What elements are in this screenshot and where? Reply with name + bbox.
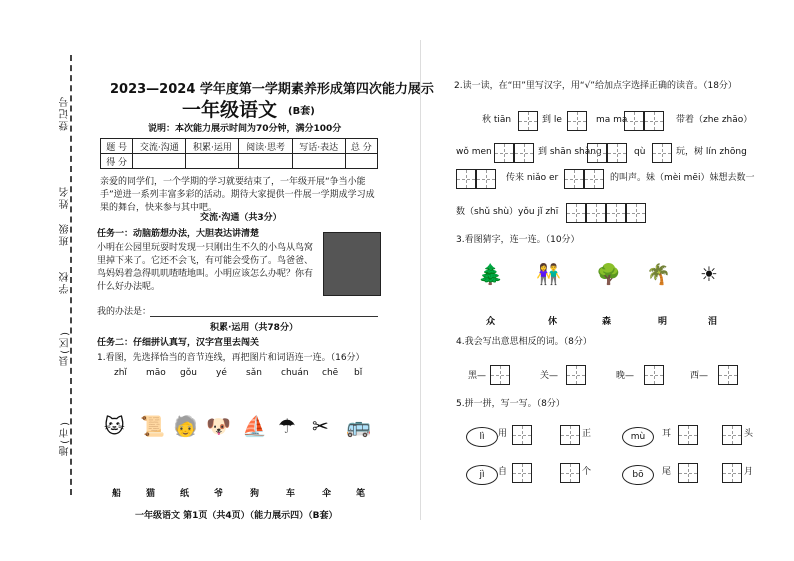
word-item: 船 xyxy=(112,489,122,499)
score-cell[interactable] xyxy=(239,154,292,169)
school-label: 学校 xyxy=(60,270,71,294)
tianzi-group xyxy=(560,462,580,483)
exam-number-label: 登记号 xyxy=(60,95,71,131)
tianzi-group xyxy=(512,462,532,483)
tianzi-box[interactable] xyxy=(567,111,587,131)
page-divider xyxy=(420,40,421,520)
q2-text: 传来 niǎo er xyxy=(506,173,559,183)
pen-icon: ✂ xyxy=(312,414,329,438)
q5-item xyxy=(466,424,498,447)
score-cell: 总 分 xyxy=(345,139,377,154)
tianzi-box[interactable] xyxy=(566,203,586,223)
pinyin-circle: mù xyxy=(622,427,654,447)
tianzi-group xyxy=(564,168,604,189)
tianzi-group xyxy=(518,110,538,131)
tianzi-group xyxy=(566,364,586,385)
tianzi-box[interactable] xyxy=(494,143,514,163)
bird-photo xyxy=(323,232,381,296)
tianzi-box[interactable] xyxy=(512,463,532,483)
tianzi-group xyxy=(494,142,534,163)
score-cell: 积累·运用 xyxy=(186,139,239,154)
score-cell[interactable] xyxy=(292,154,345,169)
q3-prompt: 3.看图猜字，连一连。（10分） xyxy=(456,235,580,245)
pinyin-item: yé xyxy=(216,368,227,378)
tree-icon: 🌴 xyxy=(646,262,671,286)
tianzi-box[interactable] xyxy=(607,143,627,163)
q2-text: qù xyxy=(634,147,646,157)
tianzi-box[interactable] xyxy=(560,425,580,445)
umbrella-icon: ☂ xyxy=(278,414,296,438)
pinyin-item: sǎn xyxy=(246,368,262,378)
q5-item xyxy=(466,462,498,485)
trees-icon: 🌲 xyxy=(478,262,503,286)
pinyin-circle: jì xyxy=(466,465,498,485)
q2-prompt: 2.读一读，在“田”里写汉字，用“√”给加点字选择正确的读音。（18分） xyxy=(454,81,737,91)
task1-heading: 任务一：动脑筋想办法，大胆表达讲清楚 xyxy=(97,229,260,239)
tianzi-group xyxy=(512,424,532,445)
tianzi-group xyxy=(456,168,496,189)
class-label: 班级 xyxy=(60,222,71,246)
q2-text: 的叫声。妹（mèi mēi）妹想去数一 xyxy=(610,173,755,183)
grandpa-icon: 🧓 xyxy=(173,414,198,438)
q2-text: ma ma xyxy=(596,115,628,125)
score-cell: 交流·沟通 xyxy=(133,139,186,154)
q4-prompt: 4.我会写出意思相反的词。（8分） xyxy=(456,337,592,347)
tianzi-group xyxy=(567,110,587,131)
pinyin-circle: lì xyxy=(466,427,498,447)
q3-word: 众 xyxy=(486,317,496,327)
q2-text: 到 le xyxy=(542,115,562,125)
cat-icon: 🐱 xyxy=(104,414,125,438)
task2-heading: 任务二：仔细拼认真写，汉字宫里去闯关 xyxy=(97,338,260,348)
q5-char: 尾 xyxy=(662,467,672,477)
score-cell[interactable] xyxy=(186,154,239,169)
person-under-tree-icon: 🌳 xyxy=(596,262,621,286)
tianzi-box[interactable] xyxy=(606,203,626,223)
q3-word: 明 xyxy=(658,317,668,327)
county-label: 县(区) xyxy=(60,330,71,366)
edition-label: (B套) xyxy=(288,106,315,117)
q5-char: 正 xyxy=(582,429,592,439)
tianzi-box[interactable] xyxy=(722,463,742,483)
score-cell[interactable] xyxy=(133,154,186,169)
section1-heading: 交流·沟通（共3分） xyxy=(200,213,282,223)
tianzi-box[interactable] xyxy=(490,365,510,385)
pinyin-circle: bō xyxy=(622,465,654,485)
q2-text: 数（shǔ shù）yǒu jǐ zhī xyxy=(456,207,559,217)
q2-text: 到 shān shàng xyxy=(538,147,602,157)
q3-word: 休 xyxy=(548,317,558,327)
tianzi-group xyxy=(718,364,738,385)
q5-char: 月 xyxy=(744,467,754,477)
tianzi-box[interactable] xyxy=(564,169,584,189)
q4-word: 西— xyxy=(690,371,709,381)
bus-icon: 🚌 xyxy=(346,414,371,438)
word-item: 伞 xyxy=(322,489,332,499)
tianzi-box[interactable] xyxy=(586,203,606,223)
q5-char: 头 xyxy=(744,429,754,439)
q2-text: wǒ men xyxy=(456,147,492,157)
tianzi-group xyxy=(560,424,580,445)
answer-line[interactable] xyxy=(150,316,378,317)
q2-text: 秋 tiān xyxy=(482,115,512,125)
answer-label: 我的办法是： xyxy=(97,307,152,317)
city-label: 地(市) xyxy=(60,420,71,456)
word-item: 爷 xyxy=(214,489,224,499)
q5-item xyxy=(622,462,654,485)
exam-title: 2023—2024 学年度第一学期素养形成第四次能力展示 xyxy=(110,82,434,97)
score-cell: 写话·表达 xyxy=(292,139,345,154)
pinyin-item: chuán xyxy=(281,368,309,378)
q5-char: 自 xyxy=(498,467,508,477)
paper-scroll-icon: 📜 xyxy=(140,414,165,438)
word-item: 车 xyxy=(286,489,296,499)
tianzi-box[interactable] xyxy=(644,365,664,385)
tianzi-box[interactable] xyxy=(624,111,644,131)
tianzi-box[interactable] xyxy=(652,143,672,163)
tianzi-box[interactable] xyxy=(476,169,496,189)
tianzi-group xyxy=(652,142,672,163)
tianzi-box[interactable] xyxy=(518,111,538,131)
score-cell: 得 分 xyxy=(101,154,133,169)
word-item: 纸 xyxy=(180,489,190,499)
boat-icon: ⛵ xyxy=(242,414,267,438)
people-icon: 👫 xyxy=(536,262,561,286)
tianzi-box[interactable] xyxy=(560,463,580,483)
tianzi-box[interactable] xyxy=(514,143,534,163)
tianzi-box[interactable] xyxy=(512,425,532,445)
subject-title: 一年级语文 xyxy=(182,99,278,121)
sun-moon-icon: ☀ xyxy=(700,262,718,286)
tianzi-group xyxy=(678,462,698,483)
q5-char: 耳 xyxy=(662,429,672,439)
word-item: 狗 xyxy=(250,489,260,499)
tianzi-group xyxy=(722,424,742,445)
q5-item xyxy=(622,424,654,447)
tianzi-box[interactable] xyxy=(718,365,738,385)
score-cell: 题 号 xyxy=(101,139,133,154)
tianzi-box[interactable] xyxy=(584,169,604,189)
tianzi-group xyxy=(722,462,742,483)
score-table xyxy=(100,138,378,169)
tianzi-group xyxy=(624,110,664,131)
tianzi-group xyxy=(490,364,510,385)
q4-word: 关— xyxy=(540,371,559,381)
pinyin-item: māo xyxy=(146,368,166,378)
task1-story: 小明在公园里玩耍时发现一只刚出生不久的小鸟从鸟窝里掉下来了。它还不会飞，有可能会受伤了。鸟爸爸、鸟妈妈着急得叽叽喳喳地叫。小明应该怎么办呢？你有什么好办法呢。 xyxy=(97,243,314,292)
q3-word: 森 xyxy=(602,317,612,327)
tianzi-box[interactable] xyxy=(678,425,698,445)
tianzi-box[interactable] xyxy=(626,203,646,223)
word-item: 笔 xyxy=(356,489,366,499)
q2-text: 带着（zhe zhāo） xyxy=(676,115,753,125)
tianzi-box[interactable] xyxy=(566,365,586,385)
word-item: 猫 xyxy=(146,489,156,499)
section2-heading: 积累·运用（共78分） xyxy=(210,323,298,333)
q1-prompt: 1.看图，先选择恰当的音节连线，再把图片和词语连一连。（16分） xyxy=(97,353,365,363)
dog-icon: 🐶 xyxy=(206,414,231,438)
tianzi-group xyxy=(644,364,664,385)
exam-note: 说明：本次能力展示时间为70分钟，满分100分 xyxy=(148,124,342,134)
q4-word: 晚— xyxy=(616,371,635,381)
score-cell: 阅读·思考 xyxy=(239,139,292,154)
q5-prompt: 5.拼一拼，写一写。（8分） xyxy=(456,399,565,409)
tianzi-group xyxy=(566,202,646,223)
tianzi-box[interactable] xyxy=(587,143,607,163)
tianzi-group xyxy=(678,424,698,445)
intro-paragraph: 亲爱的同学们，一个学期的学习就要结束了，一年级开展“争当小能手”逆进一系列丰富多彩的活动。期待大家提供一件展一学期成学习成果的舞台，快来参与其中吧。 xyxy=(100,177,375,213)
tianzi-box[interactable] xyxy=(644,111,664,131)
tianzi-box[interactable] xyxy=(678,463,698,483)
pinyin-item: zhǐ xyxy=(114,368,127,378)
score-table-header-row xyxy=(101,139,378,154)
q5-char: 用 xyxy=(498,429,508,439)
page-footer: 一年级语文 第1页（共4页）（能力展示四）（B套） xyxy=(135,511,338,521)
name-label: 姓名 xyxy=(60,185,71,209)
q4-word: 黑— xyxy=(468,371,487,381)
q5-char: 个 xyxy=(582,467,592,477)
pinyin-item: chē xyxy=(322,368,339,378)
score-table-score-row xyxy=(101,154,378,169)
pinyin-item: gǒu xyxy=(180,368,197,378)
score-cell[interactable] xyxy=(345,154,377,169)
tianzi-box[interactable] xyxy=(456,169,476,189)
pinyin-item: bǐ xyxy=(354,368,363,378)
q2-text: 玩，树 lín zhōng xyxy=(676,147,747,157)
q3-word: 泪 xyxy=(708,317,718,327)
tianzi-group xyxy=(587,142,627,163)
tianzi-box[interactable] xyxy=(722,425,742,445)
